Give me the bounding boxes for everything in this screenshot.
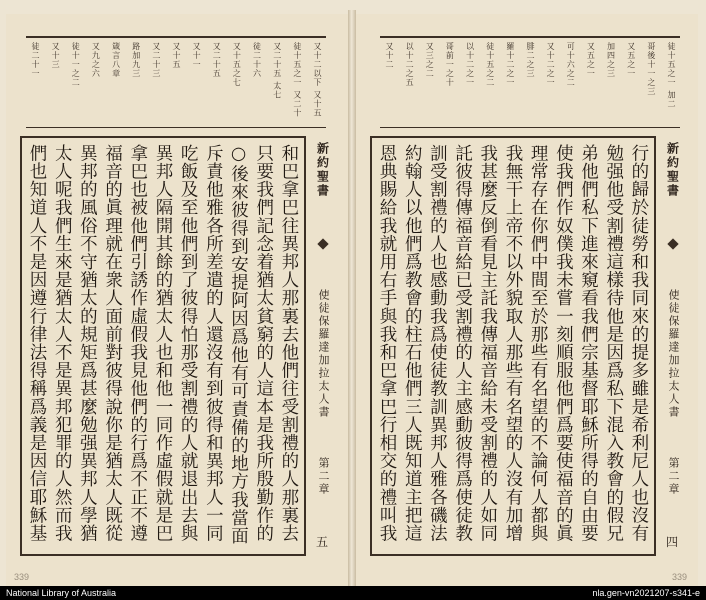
- footer-bar: [0, 586, 706, 600]
- text-column: 只要我們記念着猶太貧窮的人這本是我所殷勤作的: [253, 144, 274, 543]
- running-title: 使徒保羅達加拉太人書: [317, 289, 330, 419]
- cross-reference: 徒十五之一 加二: [666, 42, 676, 109]
- cross-reference: 又十五之七: [232, 42, 242, 87]
- main-text: [20, 136, 304, 556]
- cross-reference: 徒十一之二: [71, 42, 81, 87]
- margin-column: [654, 136, 690, 556]
- text-column: 斥責他雅各所差遣的人還沒有到彼得和異邦人一同: [203, 144, 224, 543]
- text-column: 我甚麼反倒看見主託我傳福音給未受割禮的人如同: [477, 144, 498, 543]
- page-number: 四: [665, 535, 680, 549]
- text-column: 訓受割禮的人也感動我爲使徒教訓異邦人雅各磯法: [427, 144, 448, 543]
- cross-reference: 又二十五: [212, 42, 222, 78]
- chapter-label: 第二章: [667, 456, 680, 496]
- text-column: 吃飯及至他們到了彼得怕那受割禮的人就退出去與: [178, 144, 199, 543]
- cross-reference: 羅十二之一: [505, 42, 515, 87]
- cross-reference: 又十三: [51, 42, 61, 69]
- cross-reference: 路加九三: [131, 42, 141, 78]
- text-column: 我無干上帝不以外貌取人那些有名望的人沒有加增: [502, 144, 523, 543]
- cross-reference: 又二十三: [151, 42, 161, 78]
- book-title: 新約聖書: [315, 142, 330, 198]
- cross-reference: 哥後十一之三: [646, 42, 656, 96]
- cross-reference: 箴言八章: [111, 42, 121, 78]
- margin-column: [304, 136, 340, 556]
- diamond-mark-icon: [667, 238, 678, 249]
- text-column: 拿巴也被他們引誘作虛假我見他們的行爲不正不遵: [127, 144, 148, 543]
- cross-reference: 又二十五 太七: [272, 42, 282, 100]
- cross-reference: 又九之六: [91, 42, 101, 78]
- text-column: 們也知道人不是因遵行律法得稱爲義是因信耶穌基: [27, 144, 47, 543]
- cross-reference: 以十二之一: [465, 42, 475, 87]
- cross-reference-block: [26, 36, 326, 128]
- cross-reference: 又十二: [385, 42, 394, 69]
- cross-reference: 可十六之二: [566, 42, 576, 87]
- cross-reference: 又十二以下 又十五: [312, 42, 322, 118]
- text-column: 勉强他受割禮這樣待他是因爲私下混入教會的假兄: [603, 144, 624, 543]
- text-column: 弟他們私下進來窺看我們宗基督耶穌所得的自由要: [578, 144, 599, 543]
- footer-id: nla.gen-vn2021207-s341-e: [592, 588, 700, 598]
- footer-source: National Library of Australia: [6, 588, 117, 598]
- main-text: [370, 136, 654, 556]
- text-column: 理常存在你們中間至於那些有名望的不論何人都與: [528, 144, 549, 543]
- text-column: 恩典賜給我就用右手與我和巴拿巴行相交的禮叫我: [377, 144, 397, 543]
- cross-reference: 又五之一: [586, 42, 596, 78]
- text-block: [20, 136, 340, 556]
- chapter-label: 第二章: [317, 456, 330, 496]
- corner-mark: 339: [14, 572, 30, 582]
- text-column: 託彼得傳福音給已受割禮的人主感動彼得爲使徒教: [452, 144, 473, 543]
- cross-reference: 徒十五之一 又二十: [292, 42, 302, 118]
- text-column: 異邦人隔開其餘的猶太人也和他一同作虛假就是巴: [152, 144, 173, 543]
- cross-reference: 加四之三: [606, 42, 616, 78]
- text-column: 福音的眞理就在衆人面前對彼得說你是猶太人既從: [102, 144, 123, 543]
- cross-reference: 又十一: [192, 42, 202, 69]
- cross-reference: 徒二十一: [31, 42, 40, 78]
- cross-reference: 腓二之三: [525, 42, 535, 78]
- cross-reference-block: [380, 36, 680, 128]
- page-number: 五: [315, 535, 330, 549]
- cross-reference: 又五之一: [626, 42, 636, 78]
- diamond-mark-icon: [317, 238, 328, 249]
- text-block: [370, 136, 690, 556]
- left-page: [6, 14, 348, 586]
- running-title: 使徒保羅達加拉太人書: [667, 289, 680, 419]
- text-column: 使我們作奴僕我未嘗一刻順服他們爲要使福音的眞: [553, 144, 574, 543]
- cross-reference: 又十二之一: [546, 42, 556, 87]
- text-column: 約翰人以他們爲教會的柱石他們三人既知道主把這: [402, 144, 423, 543]
- right-page: [356, 14, 698, 586]
- corner-mark: 339: [672, 572, 688, 582]
- cross-reference: 哥前一之十: [445, 42, 455, 87]
- text-column: ○後來彼得到安提阿因爲他有可責備的地方我當面: [228, 144, 249, 545]
- text-column: 太人呢我們生來是猶太人不是異邦犯罪的人然而我: [52, 144, 73, 543]
- cross-reference: 又三之二: [425, 42, 435, 78]
- text-column: 異邦的風俗不守猶太的規矩爲甚麼勉强異邦人學猶: [77, 144, 98, 543]
- cross-reference: 徒二十六: [252, 42, 262, 78]
- book-gutter: [348, 10, 356, 590]
- text-column: 和巴拿巴往異邦人那裏去他們往受割禮的人那裏去: [278, 144, 299, 543]
- cross-reference: 以十二之五: [405, 42, 415, 87]
- cross-reference: 徒十五之二: [485, 42, 495, 87]
- text-column: 行的歸於徒勞和我同來的提多雖是希利尼人也沒有: [628, 144, 649, 543]
- cross-reference: 又十五: [171, 42, 181, 69]
- book-title: 新約聖書: [665, 142, 680, 198]
